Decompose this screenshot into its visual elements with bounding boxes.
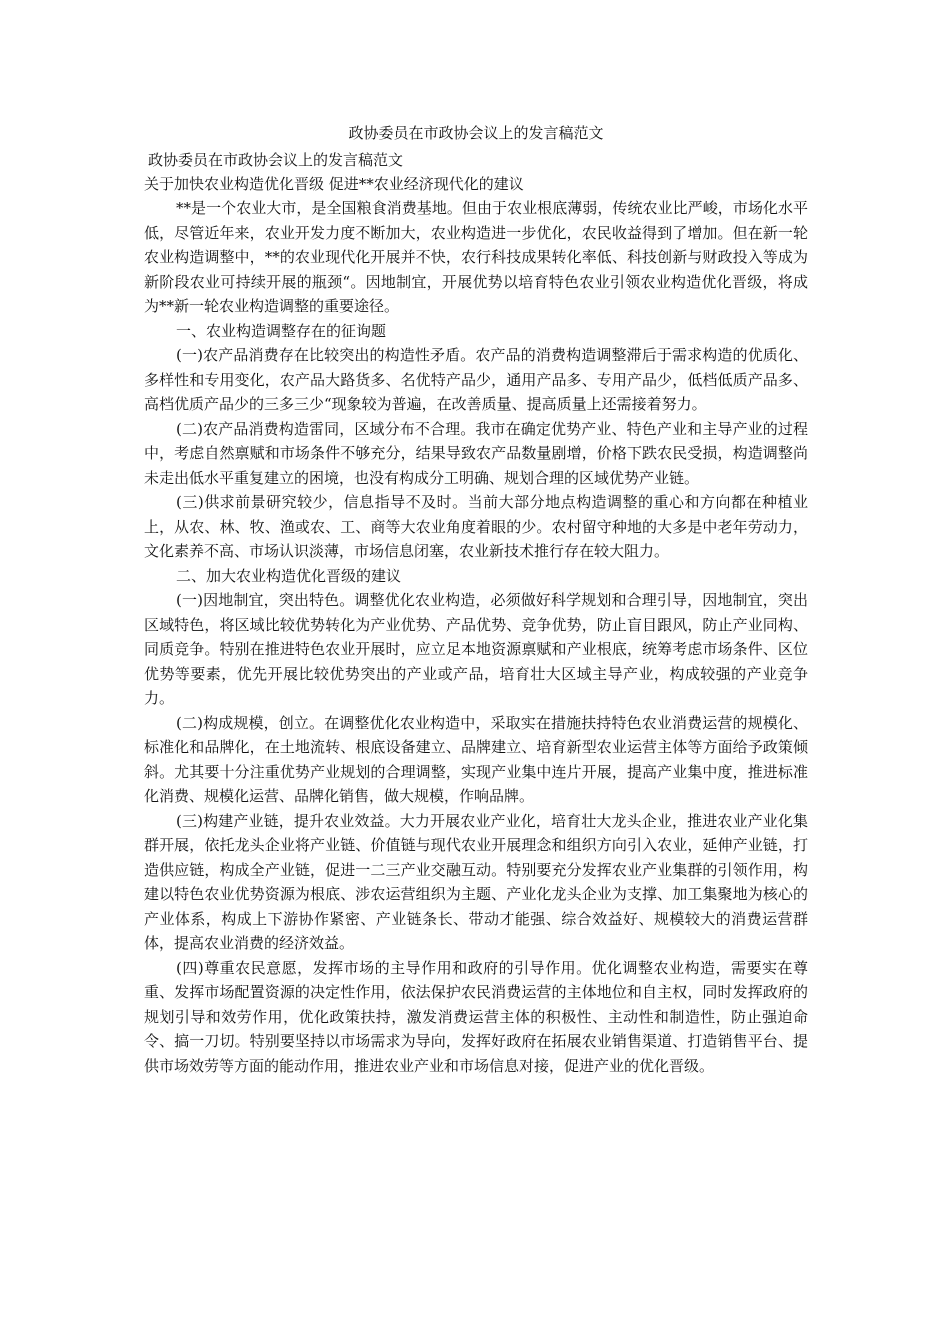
section2-paragraph-2: (二)构成规模，创立。在调整优化农业构造中，采取实在措施扶持特色农业消费运营的规模化、标准化和品牌化，在土地流转、根底设备建立、品牌建立、培育新型农业运营主体等方面给予政策倾斜。尤其要十分注重优势产业规划的合理调整，实现产业集中连片开展，提高产业集中度，推进标准化消费、规模化运营、品牌化销售，做大规模，作响品牌。 xyxy=(144,713,808,805)
section1-paragraph-3: (三)供求前景研究较少，信息指导不及时。当前大部分地点构造调整的重心和方向都在种植业上，从农、林、牧、渔或农、工、商等大农业角度着眼的少。农村留守种地的大多是中老年劳动力，文化素养不高、市场认识淡薄，市场信息闭塞，农业新技术推行存在较大阻力。 xyxy=(144,493,808,560)
section1-paragraph-2: (二)农产品消费构造雷同，区域分布不合理。我市在确定优势产业、特色产业和主导产业的过程中，考虑自然禀赋和市场条件不够充分，结果导致农产品数量剧增，价格下跌农民受损，构造调整尚未走出低水平重复建立的困境，也没有构成分工明确、规划合理的区域优势产业链。 xyxy=(144,419,808,487)
section2-paragraph-1: (一)因地制宜，突出特色。调整优化农业构造，必须做好科学规划和合理引导，因地制宜，突出区域特色，将区域比较优势转化为产业优势、产品优势、竞争优势，防止盲目跟风，防止产业同构、同质竞争。特别在推进特色农业开展时，应立足本地资源禀赋和产业根底，统筹考虑市场条件、区位优势等要素，优先开展比较优势突出的产业或产品，培育壮大区域主导产业，构成较强的产业竞争力。 xyxy=(144,591,808,707)
section2-paragraph-3: (三)构建产业链，提升农业效益。大力开展农业产业化，培育壮大龙头企业，推进农业产业化集群开展，依托龙头企业将产业链、价值链与现代农业开展理念和组织方向引入农业，延伸产业链，打造供应链，构成全产业链，促进一二三产业交融互动。特别要充分发挥农业产业集群的引领作用，构建以特色农业优势资源为根底、涉农运营组织为主题、产业化龙头企业为支撑、加工集聚地为核心的产业体系，构成上下游协作紧密、产业链条长、带动才能强、综合效益好、规模较大的消费运营群体，提高农业消费的经济效益。 xyxy=(144,811,808,952)
section-heading-2: 二、加大农业构造优化晋级的建议 xyxy=(176,566,402,585)
document-page xyxy=(144,118,808,1078)
document-topic: 关于加快农业构造优化晋级 促进**农业经济现代化的建议 xyxy=(144,175,524,193)
section1-paragraph-1: (一)农产品消费存在比较突出的构造性矛盾。农产品的消费构造调整滞后于需求构造的优质化、多样性和专用变化，农产品大路货多、名优特产品少，通用产品多、专用产品少，低档低质产品多、高档优质产品少的三多三少“现象较为普遍，在改善质量、提高质量上还需接着努力。 xyxy=(144,346,808,413)
intro-paragraph: **是一个农业大市，是全国粮食消费基地。但由于农业根底薄弱，传统农业比严峻，市场化水平低，尽管近年来，农业开发力度不断加大，农业构造进一步优化，农民收益得到了增加。但在新一轮农业构造调整中，**的农业现代化开展并不快，农行科技成果转化率低、科技创新与财政投入等成为新阶段农业可持续开展的瓶颈“。因地制宜，开展优势以培育特色农业引领农业构造优化晋级，将成为**新一轮农业构造调整的重要途径。 xyxy=(144,199,808,315)
section2-paragraph-4: (四)尊重农民意愿，发挥市场的主导作用和政府的引导作用。优化调整农业构造，需要实在尊重、发挥市场配置资源的决定性作用，依法保护农民消费运营的主体地位和自主权，同时发挥政府的规划引导和效劳作用，优化政策扶持，激发消费运营主体的积极性、主动性和制造性，防止强迫命令、搞一刀切。特别要坚持以市场需求为导向，发挥好政府在拓展农业销售渠道、打造销售平台、提供市场效劳等方面的能动作用，推进农业产业和市场信息对接，促进产业的优化晋级。 xyxy=(144,958,808,1075)
document-subtitle: 政协委员在市政协会议上的发言稿范文 xyxy=(148,151,404,169)
document-title: 政协委员在市政协会议上的发言稿范文 xyxy=(348,124,604,142)
section-heading-1: 一、农业构造调整存在的征询题 xyxy=(176,321,387,340)
